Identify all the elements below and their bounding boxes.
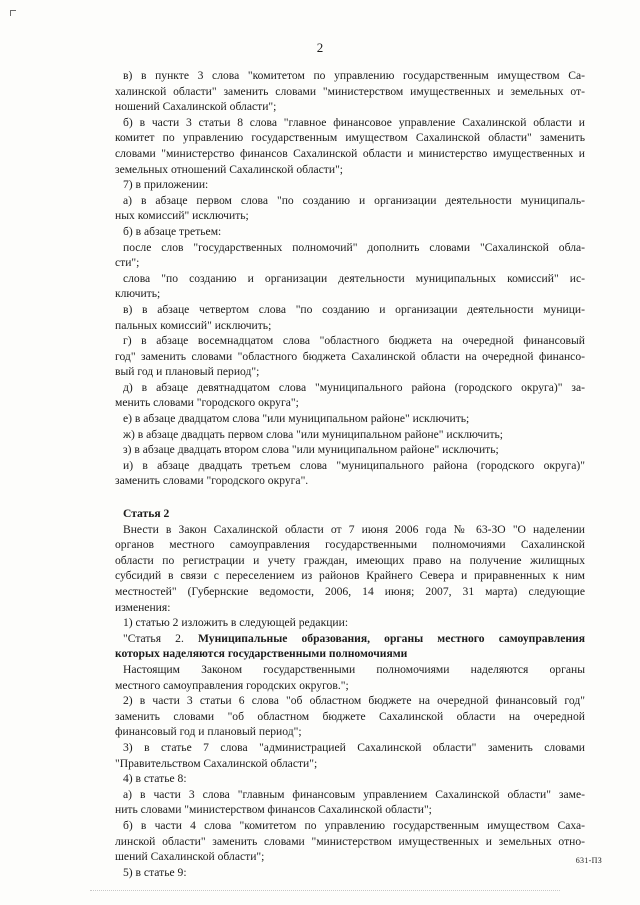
- text-line: ключить;: [115, 287, 161, 301]
- scan-corner-mark: [10, 10, 11, 16]
- text-line: з) в абзаце двадцать втором слова "или муниципальном районе" исключить;: [123, 443, 499, 457]
- text-line: линской области" заменить словами "министерством имущественных и земельных отно-: [115, 834, 585, 848]
- text-line: 4) в статье 8:: [123, 772, 187, 786]
- text-line: земельных отношений Сахалинской области";: [115, 162, 344, 176]
- text-line: комитет по управлению государственным имуществом Сахалинской области" заменить: [115, 131, 585, 145]
- text-line: ж) в абзаце двадцать первом слова "или муниципальном районе" исключить;: [123, 427, 504, 441]
- text-line: области по регистрации и учету граждан, имеющих право на получение жилищных: [115, 553, 585, 567]
- text-line: словами "министерство финансов Сахалинской области и министерство имущественных и: [115, 146, 585, 160]
- text-line: нить словами "министерством финансов Сахалинской области";: [115, 803, 432, 817]
- text-line: 2) в части 3 статьи 6 слова "об областном бюджете на очередной финансовый год": [123, 694, 585, 708]
- text-line: 1) статью 2 изложить в следующей редакции:: [123, 616, 349, 630]
- text-line: органов местного самоуправления государственными полномочиями Сахалинской: [115, 538, 585, 552]
- text-line: г) в абзаце восемнадцатом слова "областного бюджета на очередной финансовый: [123, 334, 585, 348]
- text-line: [115, 631, 585, 647]
- text-line: б) в части 3 статьи 8 слова "главное финансовое управление Сахалинской области и: [123, 115, 585, 129]
- text-line: изменения:: [115, 600, 171, 614]
- text-line: ных комиссий" исключить;: [115, 209, 249, 223]
- text-line: Статья 2: [123, 507, 170, 521]
- text-line: местностей" (Губернские ведомости, 2006, 14 июня; 2007, 31 марта) следующие: [115, 585, 585, 598]
- text-line: шений Сахалинской области";: [115, 850, 265, 864]
- page-number: 2: [316, 40, 324, 55]
- text-line: 3) в статье 7 слова "администрацией Сахалинской области" заменить словами: [123, 740, 585, 754]
- text-line: местного самоуправления городских округов.";: [115, 678, 349, 692]
- text-line: "Правительством Сахалинской области";: [115, 756, 318, 770]
- text-line: пальных комиссий" исключить;: [115, 318, 272, 332]
- text-line: б) в абзаце третьем:: [123, 224, 222, 238]
- text-line: халинской области" заменить словами "министерством имущественных и земельных от-: [115, 84, 585, 98]
- text-line: слова "по созданию и организации деятельности муниципальных комиссий" ис-: [123, 271, 585, 285]
- text-line: которых наделяются государственными полномочиями: [115, 647, 408, 661]
- text-line: Внести в Закон Сахалинской области от 7 июня 2006 года № 63-ЗО "О наделении: [123, 522, 585, 536]
- text-line: субсидий в связи с переселением из районов Крайнего Севера и приравненных к ним: [115, 569, 585, 583]
- text-line: б) в части 4 слова "комитетом по управлению государственным имуществом Саха-: [123, 818, 585, 832]
- article-title-bold: Муниципальные образования, органы местного самоуправления: [183, 631, 585, 645]
- paragraph-gap: [115, 489, 585, 506]
- text-line: ношений Сахалинской области";: [115, 100, 277, 114]
- text-line: после слов "государственных полномочий" дополнить словами "Сахалинской обла-: [123, 240, 585, 254]
- text-line: год" заменить словами "областного бюджета Сахалинской области на очередной финансо-: [115, 349, 585, 363]
- document-code: 631-ПЗ: [575, 856, 602, 865]
- text-line: в) в пункте 3 слова "комитетом по управлению государственным имуществом Са-: [123, 69, 585, 82]
- text-line: заменить словами "об областном бюджете Сахалинской области на очередной: [115, 709, 585, 723]
- text-line: и) в абзаце двадцать третьем слова "муниципального района (городского округа)": [123, 458, 585, 472]
- text-line: 5) в статье 9:: [123, 865, 187, 879]
- article-title-prefix: "Статья 2.: [123, 631, 184, 645]
- text-line: вый год и плановый период";: [115, 365, 260, 379]
- text-line: е) в абзаце двадцатом слова "или муниципальном районе" исключить;: [123, 412, 470, 426]
- text-line: менить словами "городского округа";: [115, 396, 299, 410]
- text-line: в) в абзаце четвертом слова "по созданию и организации деятельности муници-: [123, 302, 585, 316]
- text-line: а) в абзаце первом слова "по созданию и организации деятельности муниципаль-: [123, 193, 585, 207]
- text-line: д) в абзаце девятнадцатом слова "муниципального района (городского округа)" за-: [123, 380, 585, 394]
- document-body: [115, 68, 585, 880]
- text-line: а) в части 3 слова "главным финансовым управлением Сахалинской области" заме-: [123, 787, 585, 801]
- text-line: 7) в приложении:: [123, 178, 209, 192]
- text-line: финансовый год и плановый период";: [115, 725, 302, 739]
- text-line: Настоящим Законом государственными полномочиями наделяются органы: [123, 662, 585, 676]
- text-line: сти";: [115, 256, 140, 270]
- scan-artifact: [90, 888, 560, 891]
- text-line: заменить словами "городского округа".: [115, 474, 309, 488]
